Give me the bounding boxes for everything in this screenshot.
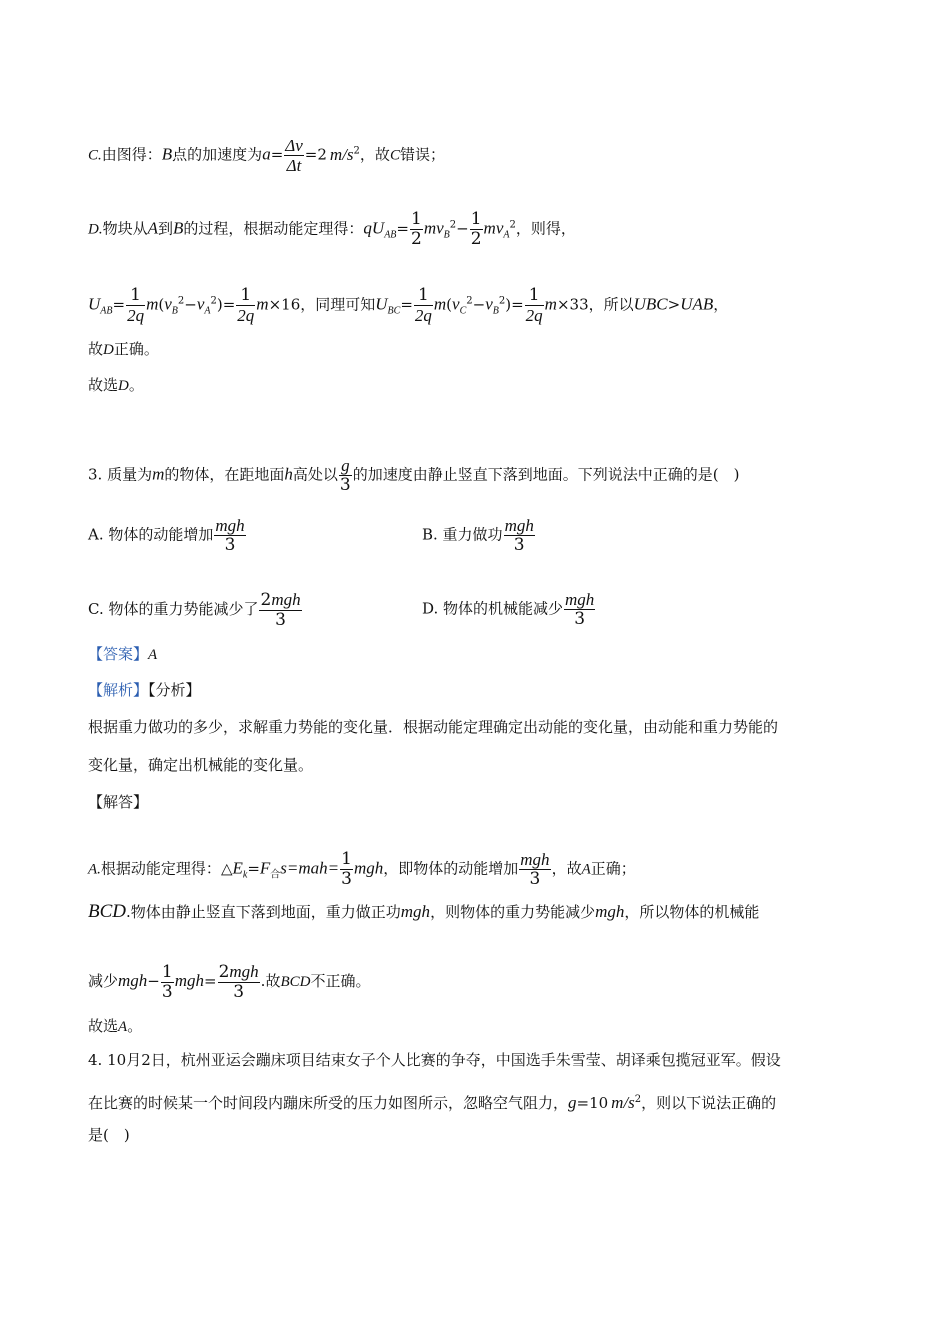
solution-choose-d: 故选D。 bbox=[88, 376, 144, 394]
fraction-one-over-2q-2: $\frac{1}{2q}$ bbox=[237, 285, 255, 325]
solution-bcd-line: BCD.物体由静止竖直下落到地面，重力做正功mgh，则物体的重力势能减少mgh，所以物体的机械能 bbox=[88, 901, 760, 922]
final-choice-a: 故选A。 bbox=[88, 1017, 143, 1035]
fraction-one-over-2q-3: $\frac{1}{2q}$ bbox=[414, 285, 432, 325]
question-3-stem: 3. 质量为m的物体，在距地面h高处以 $\frac{g}{3}$ 的加速度由静止竖直下落到地面。下列说法中正确的是( ) bbox=[88, 456, 740, 495]
question-3-option-c[interactable]: C. 物体的重力势能减少了 $\frac{\text{2mgh}}{3}$ bbox=[88, 590, 301, 630]
fraction-2mgh-over-3: $\frac{\text{2mgh}}{3}$ bbox=[260, 590, 301, 630]
fraction-mgh-over-3-b: $\frac{\text{mgh}}{3}$ bbox=[504, 516, 534, 555]
question-3-option-d[interactable]: D. 物体的机械能减少 $\frac{\text{mgh}}{3}$ bbox=[422, 590, 595, 629]
question-3-option-a[interactable]: A. 物体的动能增加 $\frac{\text{mgh}}{3}$ bbox=[88, 516, 245, 555]
fraction-one-third: $\frac{1}{3}$ bbox=[341, 849, 352, 889]
analysis-text-line-1: 根据重力做功的多少，求解重力势能的变化量．根据动能定理确定出动能的变化量，由动能和重力势能的 bbox=[88, 718, 779, 736]
solution-item-d: D.物块从A到B的过程，根据动能定理得：$qU_{AB}=$ $\frac{1}{2}$ $mv_B^2-$ $\frac{1}{2}$ $mv_A^2$，则得， bbox=[88, 209, 576, 249]
solution-a-line: A.根据动能定理得：$\triangle E_k=F_合s=mah=$ $\frac{1}{3}$ mgh，即物体的动能增加 $\frac{\text{mgh}}{3}$ ，故A正确； bbox=[88, 849, 636, 889]
analysis-heading: 【解析】【分析】 bbox=[88, 681, 201, 699]
question-4-line-2: 在比赛的时候某一个时间段内蹦床所受的压力如图所示，忽略空气阻力，g=10 $m/s^2$，则以下说法正确的 bbox=[88, 1093, 777, 1112]
fraction-g-over-3: $\frac{g}{3}$ bbox=[339, 456, 351, 495]
fraction-delta-v-over-delta-t: $\frac{\Delta v}{\Delta t}$ bbox=[285, 136, 303, 175]
fraction-2mgh-over-3-sol: $\frac{\text{2mgh}}{3}$ bbox=[218, 962, 259, 1002]
solution-heading: 【解答】 bbox=[88, 793, 149, 811]
solution-uab-equation: $U_{AB}=$ $\frac{1}{2q}$ $m(v_B^2-v_A^2)=$ $\frac{1}{2q}$ m×16，同理可知$U_{BC}=$ $\frac{1}{2q}$ $m(v_C^2-v_B^2)=$ $\frac{1}{2q}$ m×33，所以UBC>UAB， bbox=[88, 285, 729, 325]
solution-item-c: C.由图得：B点的加速度为a= $\frac{\Delta v}{\Delta t}$ =2 $m/s^2$，故C错误； bbox=[88, 136, 445, 175]
solution-d-correct: 故D正确。 bbox=[88, 340, 159, 358]
fraction-mgh-over-3-a: $\frac{\text{mgh}}{3}$ bbox=[215, 516, 245, 555]
fraction-one-half-2: $\frac{1}{2}$ bbox=[470, 209, 482, 249]
question-4-line-3: 是( ) bbox=[88, 1126, 130, 1144]
fraction-mgh-over-3-sol: $\frac{\text{mgh}}{3}$ bbox=[520, 850, 550, 889]
analysis-text-line-2: 变化量，确定出机械能的变化量。 bbox=[88, 756, 314, 774]
fraction-one-half: $\frac{1}{2}$ bbox=[411, 209, 422, 249]
fraction-one-third-2: $\frac{1}{3}$ bbox=[161, 961, 173, 1002]
fraction-one-over-2q: $\frac{1}{2q}$ bbox=[127, 285, 145, 325]
question-3-option-b[interactable]: B. 重力做功 $\frac{\text{mgh}}{3}$ bbox=[422, 516, 534, 555]
answer-line: 【答案】A bbox=[88, 645, 158, 663]
question-4-line-1: 4. 10月2日，杭州亚运会蹦床项目结束女子个人比赛的争夺，中国选手朱雪莹、胡译乘包揽冠亚军。假设 bbox=[88, 1051, 781, 1069]
fraction-one-over-2q-4: $\frac{1}{2q}$ bbox=[525, 285, 543, 325]
solution-bcd-line-2: 减少mgh− $\frac{1}{3}$ mgh= $\frac{\text{2mgh}}{3}$ .故BCD不正确。 bbox=[88, 961, 371, 1002]
fraction-mgh-over-3-d: $\frac{\text{mgh}}{3}$ bbox=[565, 590, 595, 629]
